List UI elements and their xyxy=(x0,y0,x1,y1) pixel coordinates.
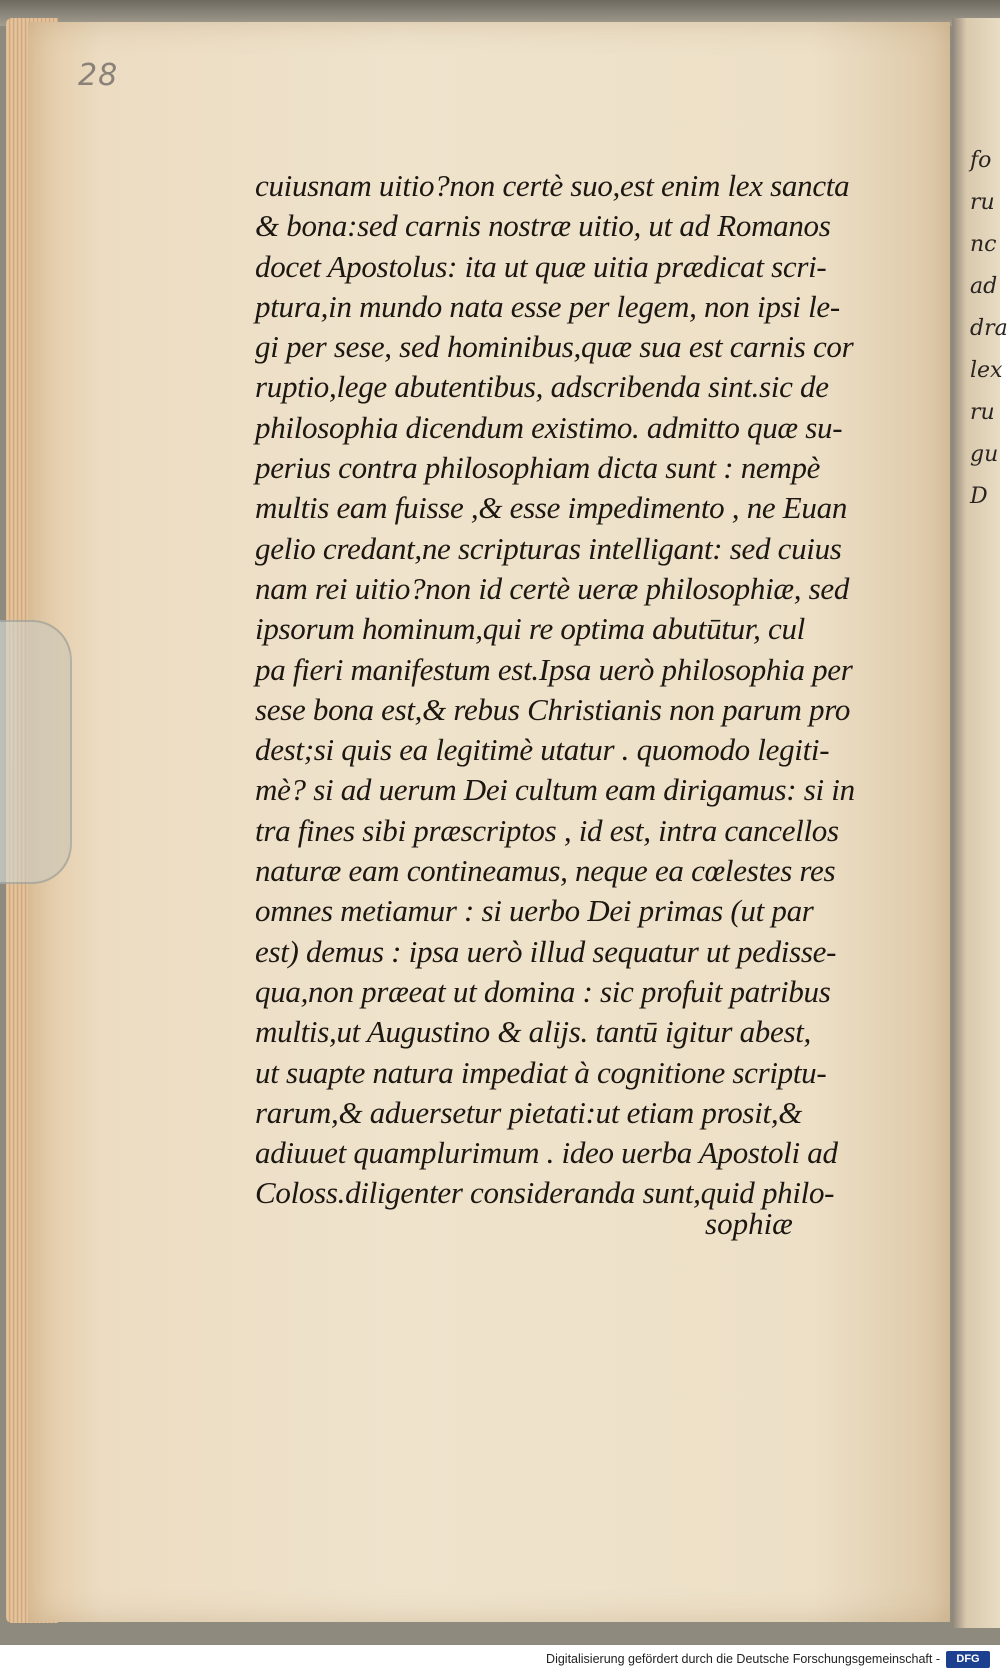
body-text xyxy=(255,166,855,1214)
text-line: philosophia dicendum existimo. admitto quæ su- xyxy=(255,409,843,445)
adjacent-fragment: ru xyxy=(970,400,995,425)
adjacent-page-text xyxy=(970,140,1008,518)
text-line: & bona:sed carnis nostræ uitio, ut ad Romanos xyxy=(255,208,831,244)
text-line: omnes metiamur : si uerbo Dei primas (ut par xyxy=(255,893,814,929)
text-line: naturæ eam contineamus, neque ea cœlestes res xyxy=(255,853,836,889)
text-line: est) demus : ipsa uerò illud sequatur ut pedisse- xyxy=(255,933,837,969)
adjacent-fragment: gu xyxy=(970,442,999,467)
adjacent-fragment: lex xyxy=(970,358,1003,383)
text-line: multis eam fuisse ,& esse impedimento , ne Euan xyxy=(255,490,848,526)
text-line: gelio credant,ne scripturas intelligant: sed cuius xyxy=(255,530,842,566)
text-line: ptura,in mundo nata esse per legem, non ipsi le- xyxy=(255,288,840,324)
folio-number: 28 xyxy=(78,58,119,93)
adjacent-fragment: ru xyxy=(970,190,995,215)
text-line: perius contra philosophiam dicta sunt : nempè xyxy=(255,450,821,486)
adjacent-fragment: dra xyxy=(970,316,1008,341)
text-line: qua,non præeat ut domina : sic profuit patribus xyxy=(255,973,831,1009)
footer-credit: Digitalisierung gefördert durch die Deutsche Forschungsgemeinschaft - xyxy=(546,1652,940,1666)
text-line: ut suapte natura impediat à cognitione scriptu- xyxy=(255,1054,827,1090)
adjacent-fragment: D xyxy=(970,484,988,509)
text-line: ipsorum hominum,qui re optima abutūtur, cul xyxy=(255,611,805,647)
text-line: ruptio,lege abutentibus, adscribenda sint.sic de xyxy=(255,369,829,405)
page-clip xyxy=(0,620,72,884)
adjacent-fragment: nc xyxy=(970,232,997,257)
catchword: sophiæ xyxy=(705,1206,793,1241)
text-line: gi per sese, sed hominibus,quæ sua est carnis cor xyxy=(255,329,854,365)
text-line: pa fieri manifestum est.Ipsa uerò philosophia per xyxy=(255,651,853,687)
text-line: docet Apostolus: ita ut quæ uitia prædicat scri- xyxy=(255,248,827,284)
dfg-logo: DFG xyxy=(946,1651,990,1668)
text-line: dest;si quis ea legitimè utatur . quomodo legiti- xyxy=(255,732,830,768)
adjacent-fragment: ad xyxy=(970,274,998,299)
text-line: mè? si ad uerum Dei cultum eam dirigamus: si in xyxy=(255,772,855,808)
text-line: nam rei uitio?non id certè ueræ philosophiæ, sed xyxy=(255,570,850,606)
text-line: Coloss.diligenter consideranda sunt,quid philo- xyxy=(255,1175,835,1211)
text-line: rarum,& aduersetur pietati:ut etiam prosit,& xyxy=(255,1094,803,1130)
text-line: cuiusnam uitio?non certè suo,est enim lex sancta xyxy=(255,168,850,203)
text-line: tra fines sibi præscriptos , id est, intra cancellos xyxy=(255,812,839,848)
text-line: multis,ut Augustino & alijs. tantū igitur abest, xyxy=(255,1014,811,1050)
adjacent-fragment: fo xyxy=(970,148,992,173)
text-line: sese bona est,& rebus Christianis non parum pro xyxy=(255,691,851,727)
text-line: adiuuet quamplurimum . ideo uerba Apostoli ad xyxy=(255,1135,838,1171)
